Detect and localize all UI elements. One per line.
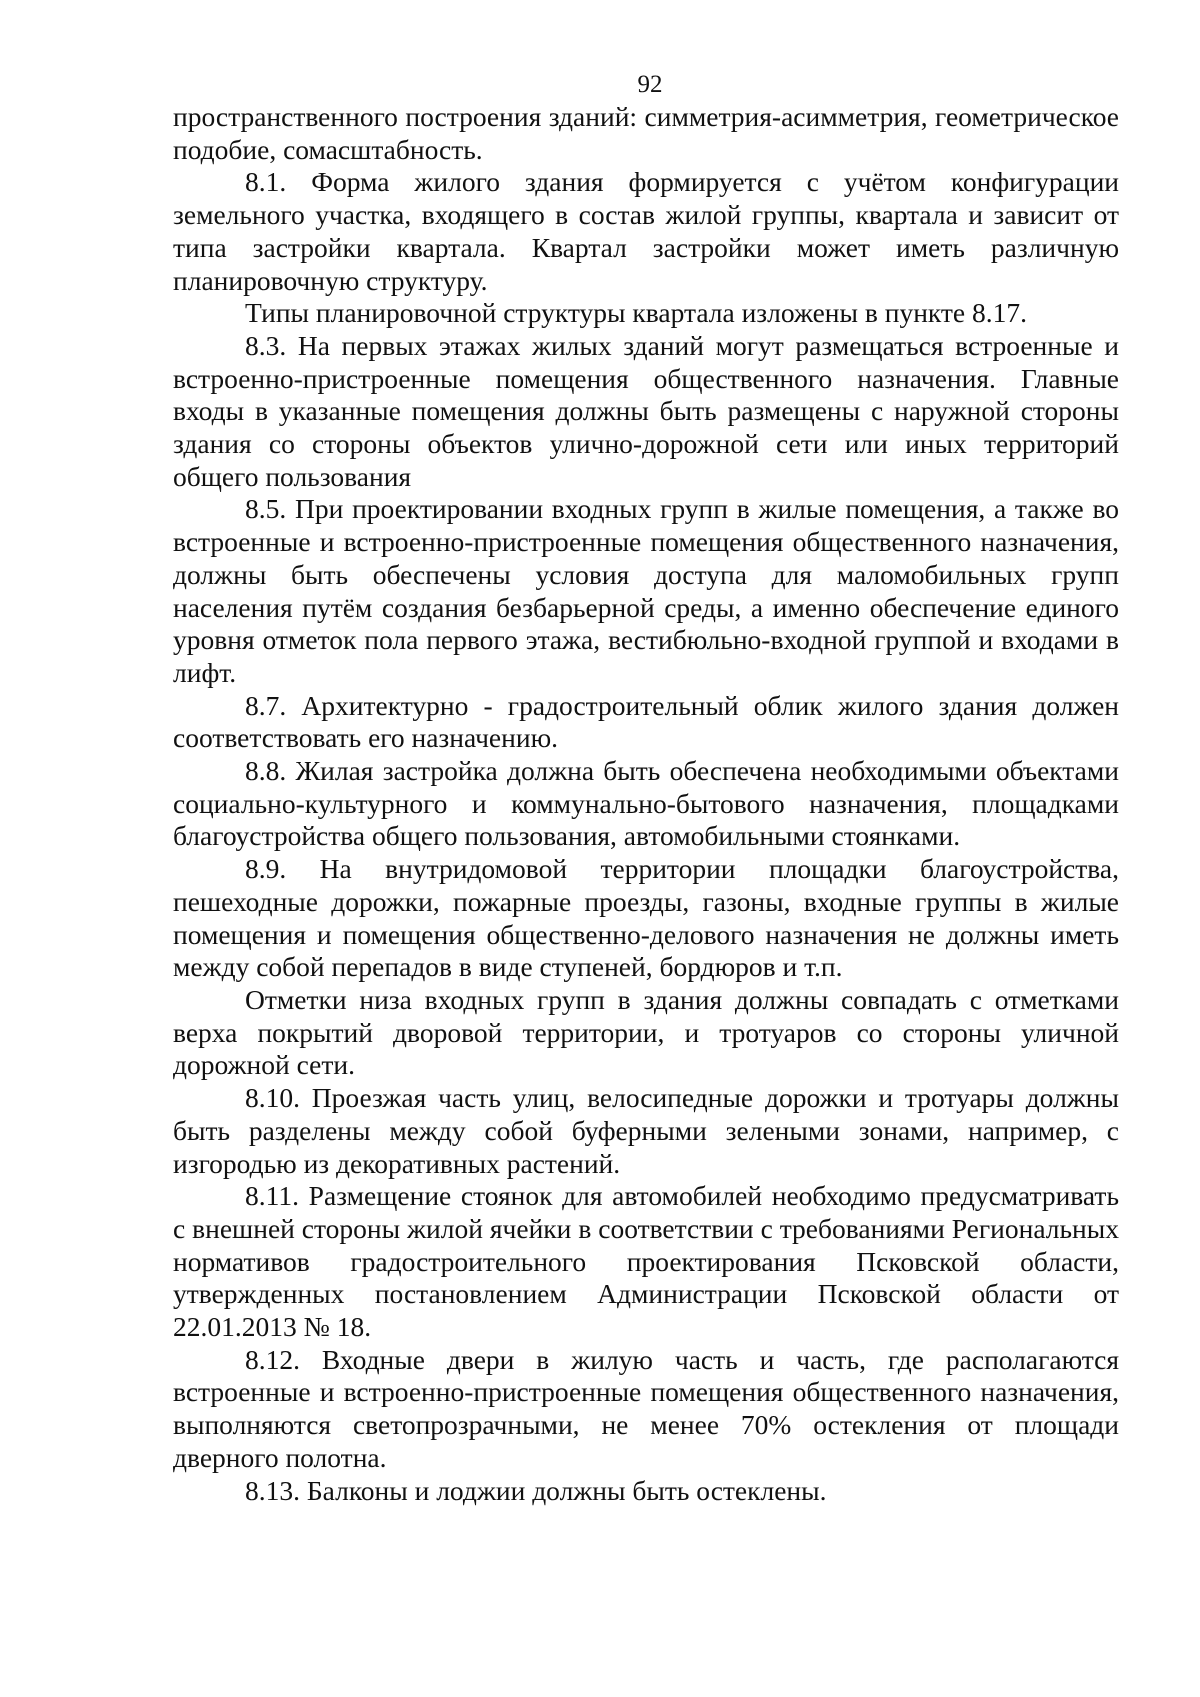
paragraph-8-13: 8.13. Балконы и лоджии должны быть остеклены. xyxy=(245,1474,827,1506)
paragraph-8-10: 8.10. Проезжая часть улиц, велосипедные дорожки и тротуары должны быть разделены между собой буферными зелеными зонами, например, с изгородью из декоративных растений. xyxy=(173,1082,1119,1179)
paragraph-8-3: 8.3. На первых этажах жилых зданий могут размещаться встроенные и встроенно-пристроенные помещения общественного назначения. Главные входы в указанные помещения должны быть размещены с наружной стороны здания со стороны объектов улично-дорожной сети или иных территорий общего пользования xyxy=(173,329,1119,492)
paragraph-continuation: пространственного построения зданий: симметрия-асимметрия, геометрическое подобие, сомасштабность. xyxy=(173,101,1119,165)
paragraph-planning-types: Типы планировочной структуры квартала изложены в пункте 8.17. xyxy=(245,297,1028,329)
paragraph-8-7: 8.7. Архитектурно - градостроительный облик жилого здания должен соответствовать его назначению. xyxy=(173,689,1119,754)
paragraph-entrance-levels: Отметки низа входных групп в здания должны совпадать с отметками верха покрытий дворовой территории, и тротуаров со стороны уличной дорожной сети. xyxy=(173,983,1119,1081)
paragraph-8-9: 8.9. На внутридомовой территории площадки благоустройства, пешеходные дорожки, пожарные проезды, газоны, входные группы в жилые помещения и помещения общественно-делового назначения не должны иметь между собой перепадов в виде ступеней, бордюров и т.п. xyxy=(173,853,1119,983)
paragraph-8-11: 8.11. Размещение стоянок для автомобилей необходимо предусматривать с внешней стороны жилой ячейки в соответствии с требованиями Региональных нормативов градостроительного проектирования Псковской области, утвержденных постановлением Администрации Псковской области от 22.01.2013 № 18. xyxy=(173,1180,1119,1343)
document-body xyxy=(173,101,1119,1507)
page-number: 92 xyxy=(637,71,663,98)
paragraph-8-12: 8.12. Входные двери в жилую часть и часть, где располагаются встроенные и встроенно-пристроенные помещения общественного назначения, выполняются светопрозрачными, не менее 70% остекления от площади дверного полотна. xyxy=(173,1343,1119,1473)
paragraph-8-5: 8.5. При проектировании входных групп в жилые помещения, а также во встроенные и встроенно-пристроенные помещения общественного назначения, должны быть обеспечены условия доступа для маломобильных групп населения путём создания безбарьерной среды, а именно обеспечение единого уровня отметок пола первого этажа, вестибюльно-входной группой и входами в лифт. xyxy=(173,493,1119,688)
paragraph-8-8: 8.8. Жилая застройка должна быть обеспечена необходимыми объектами социально-культурного и коммунально-бытового назначения, площадками благоустройства общего пользования, автомобильными стоянками. xyxy=(173,755,1119,852)
paragraph-8-1: 8.1. Форма жилого здания формируется с учётом конфигурации земельного участка, входящего в состав жилой группы, квартала и зависит от типа застройки квартала. Квартал застройки может иметь различную планировочную структуру. xyxy=(173,166,1119,296)
